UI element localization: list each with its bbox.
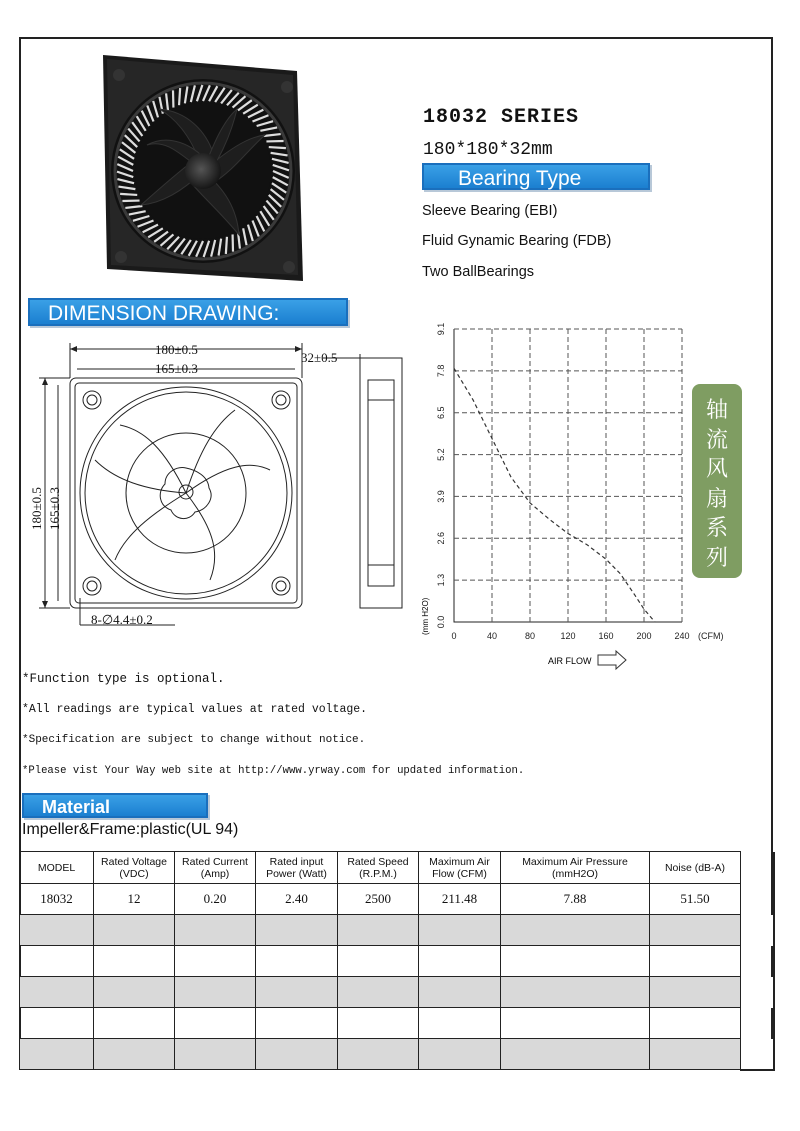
axial-fan-series-text: 轴流风扇系列 xyxy=(706,398,729,571)
cell-noise: 51.50 xyxy=(650,884,741,915)
series-title: 18032 SERIES xyxy=(423,106,580,129)
note-function: *Function type is optional. xyxy=(22,672,225,686)
col-pressure: Maximum Air Pressure (mmH2O) xyxy=(501,852,650,884)
x-tick-label: 40 xyxy=(486,631,498,641)
size-text: 180*180*32mm xyxy=(423,140,553,160)
pressure-curve xyxy=(454,368,655,622)
col-voltage: Rated Voltage (VDC) xyxy=(94,852,175,884)
table-row xyxy=(20,915,774,946)
dimension-banner: DIMENSION DRAWING: xyxy=(28,298,348,326)
col-noise: Noise (dB-A) xyxy=(650,852,741,884)
x-tick-label: 80 xyxy=(524,631,536,641)
y-tick-label: 6.5 xyxy=(436,406,446,419)
y-tick-label: 0.0 xyxy=(436,615,446,629)
dim-hole-spacing-v: 165±0.3 xyxy=(47,487,62,530)
material-banner: Material xyxy=(22,793,208,818)
dim-holes: 8-∅4.4±0.2 xyxy=(91,612,153,627)
table-row xyxy=(20,977,774,1008)
table-row xyxy=(20,1039,774,1070)
y-tick-label: 3.9 xyxy=(436,490,446,503)
dimension-drawing xyxy=(25,340,415,640)
bearing-type-banner: Bearing Type xyxy=(422,163,650,190)
x-tick-label: 120 xyxy=(560,631,576,641)
dim-hole-spacing: 165±0.3 xyxy=(155,361,198,376)
col-speed: Rated Speed (R.P.M.) xyxy=(338,852,419,884)
cell-voltage: 12 xyxy=(94,884,175,915)
cell-power: 2.40 xyxy=(256,884,338,915)
cell-speed: 2500 xyxy=(338,884,419,915)
x-tick-label: 240 xyxy=(674,631,690,641)
bearing-fdb: Fluid Gynamic Bearing (FDB) xyxy=(422,233,612,249)
x-unit-label: (CFM) xyxy=(698,631,724,641)
table-header-row xyxy=(20,852,774,884)
col-current: Rated Current (Amp) xyxy=(175,852,256,884)
col-model: MODEL xyxy=(20,852,94,884)
x-axis-label: AIR FLOW xyxy=(548,656,592,666)
col-blank xyxy=(741,852,774,884)
fan-photo xyxy=(97,49,305,287)
cell-current: 0.20 xyxy=(175,884,256,915)
air-flow-arrow-icon xyxy=(598,651,626,669)
x-tick-label: 200 xyxy=(636,631,652,641)
x-tick-label: 0 xyxy=(451,631,457,641)
cell-blank xyxy=(741,884,774,915)
cell-pressure: 7.88 xyxy=(501,884,650,915)
col-power: Rated input Power (Watt) xyxy=(256,852,338,884)
dim-outer-height: 180±0.5 xyxy=(29,487,44,530)
dim-thickness: 32±0.5 xyxy=(301,350,338,365)
dim-outer-width: 180±0.5 xyxy=(155,342,198,357)
y-tick-label: 2.6 xyxy=(436,532,446,545)
y-tick-label: 7.8 xyxy=(436,364,446,378)
cell-model: 18032 xyxy=(20,884,94,915)
table-row xyxy=(20,884,774,915)
axial-fan-series-label xyxy=(692,384,742,578)
material-text: Impeller&Frame:plastic(UL 94) xyxy=(22,821,239,838)
y-tick-label: 9.1 xyxy=(436,322,446,336)
col-airflow: Maximum Air Flow (CFM) xyxy=(419,852,501,884)
note-readings: *All readings are typical values at rated voltage. xyxy=(22,703,368,716)
cell-airflow: 211.48 xyxy=(419,884,501,915)
spec-table xyxy=(19,851,775,1071)
y-axis-label: (mm H2O) xyxy=(421,597,430,635)
x-tick-label: 160 xyxy=(598,631,614,641)
table-row xyxy=(20,946,774,977)
bearing-sleeve: Sleeve Bearing (EBI) xyxy=(422,203,558,219)
y-tick-label: 5.2 xyxy=(436,448,446,461)
y-tick-label: 1.3 xyxy=(436,573,446,587)
table-row xyxy=(20,1008,774,1039)
note-specification: *Specification are subject to change without notice. xyxy=(22,734,366,746)
bearing-ball: Two BallBearings xyxy=(422,264,535,280)
note-website: *Please vist Your Way web site at http://www.yrway.com for updated information. xyxy=(22,765,525,777)
